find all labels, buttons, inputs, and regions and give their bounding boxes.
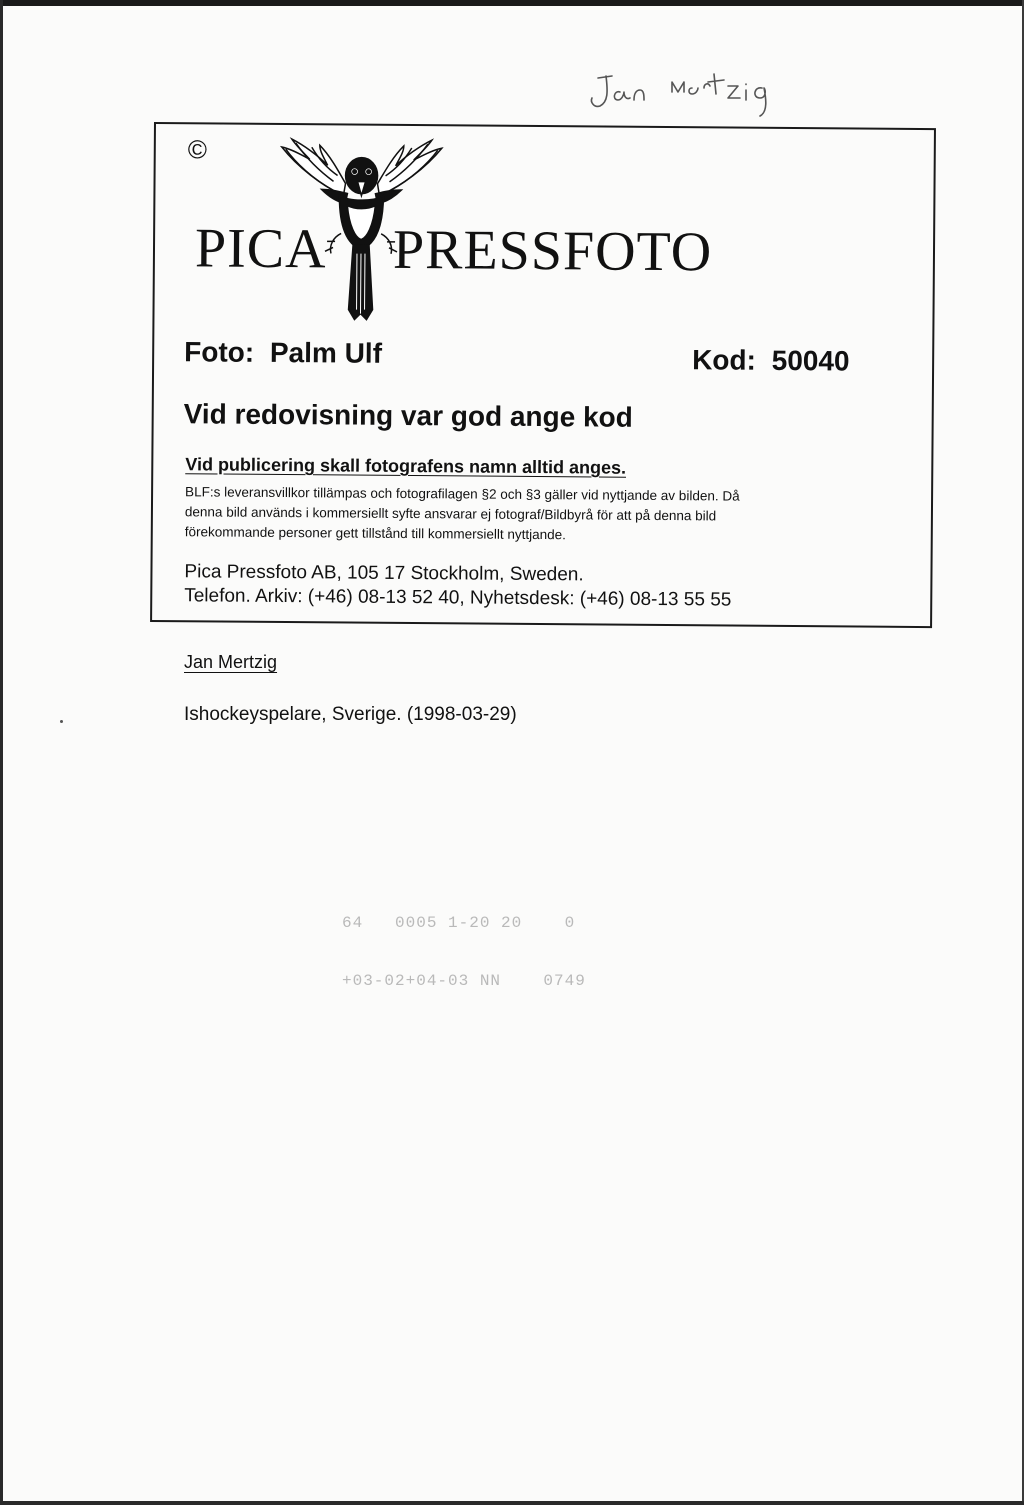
handwritten-signature bbox=[580, 62, 860, 132]
kod-label: Kod: bbox=[692, 344, 757, 376]
copyright-symbol: © bbox=[187, 134, 208, 165]
terms-text bbox=[185, 482, 885, 547]
press-stamp bbox=[150, 122, 936, 628]
photo-code bbox=[692, 344, 850, 377]
terms-line: förekommande personer gett tillstånd till kommersiellt nyttjande. bbox=[184, 524, 567, 543]
page-edge-top bbox=[0, 0, 1024, 6]
photographer-name: Palm Ulf bbox=[269, 336, 383, 369]
phone-line: Telefon. Arkiv: (+46) 08-13 52 40, Nyhetsdesk: (+46) 08-13 55 55 bbox=[184, 585, 732, 611]
page-edge-left bbox=[0, 0, 3, 1505]
terms-line: denna bild används i kommersiellt syfte ansvarar ej fotograf/Bildbyrå för att på denna bild bbox=[184, 504, 717, 524]
brand-name-left: PICA bbox=[194, 217, 327, 281]
terms-line: BLF:s leveransvillkor tillämpas och fotografilagen §2 och §3 gäller vid nyttjande av bilden. Då bbox=[185, 484, 740, 504]
subject-caption: Ishockeyspelare, Sverige. (1998-03-29) bbox=[184, 704, 517, 725]
address-line: Pica Pressfoto AB, 105 17 Stockholm, Sweden. bbox=[184, 561, 584, 586]
subject-name: Jan Mertzig bbox=[184, 652, 278, 672]
kod-value: 50040 bbox=[771, 344, 850, 377]
foto-label: Foto: bbox=[184, 336, 255, 368]
page-edge-bottom bbox=[0, 1501, 1024, 1505]
publish-notice: Vid publicering skall fotografens namn alltid anges. bbox=[185, 454, 627, 478]
agency-address bbox=[184, 560, 731, 612]
brand-name-right: PRESSFOTO bbox=[392, 218, 713, 284]
photographer-credit bbox=[184, 336, 382, 370]
code-instruction: Vid redovisning var god ange kod bbox=[183, 398, 633, 433]
print-code-line: 64 0005 1-20 20 0 bbox=[342, 914, 576, 932]
stray-mark bbox=[60, 720, 63, 723]
print-code-line: +03-02+04-03 NN 0749 bbox=[342, 972, 586, 990]
